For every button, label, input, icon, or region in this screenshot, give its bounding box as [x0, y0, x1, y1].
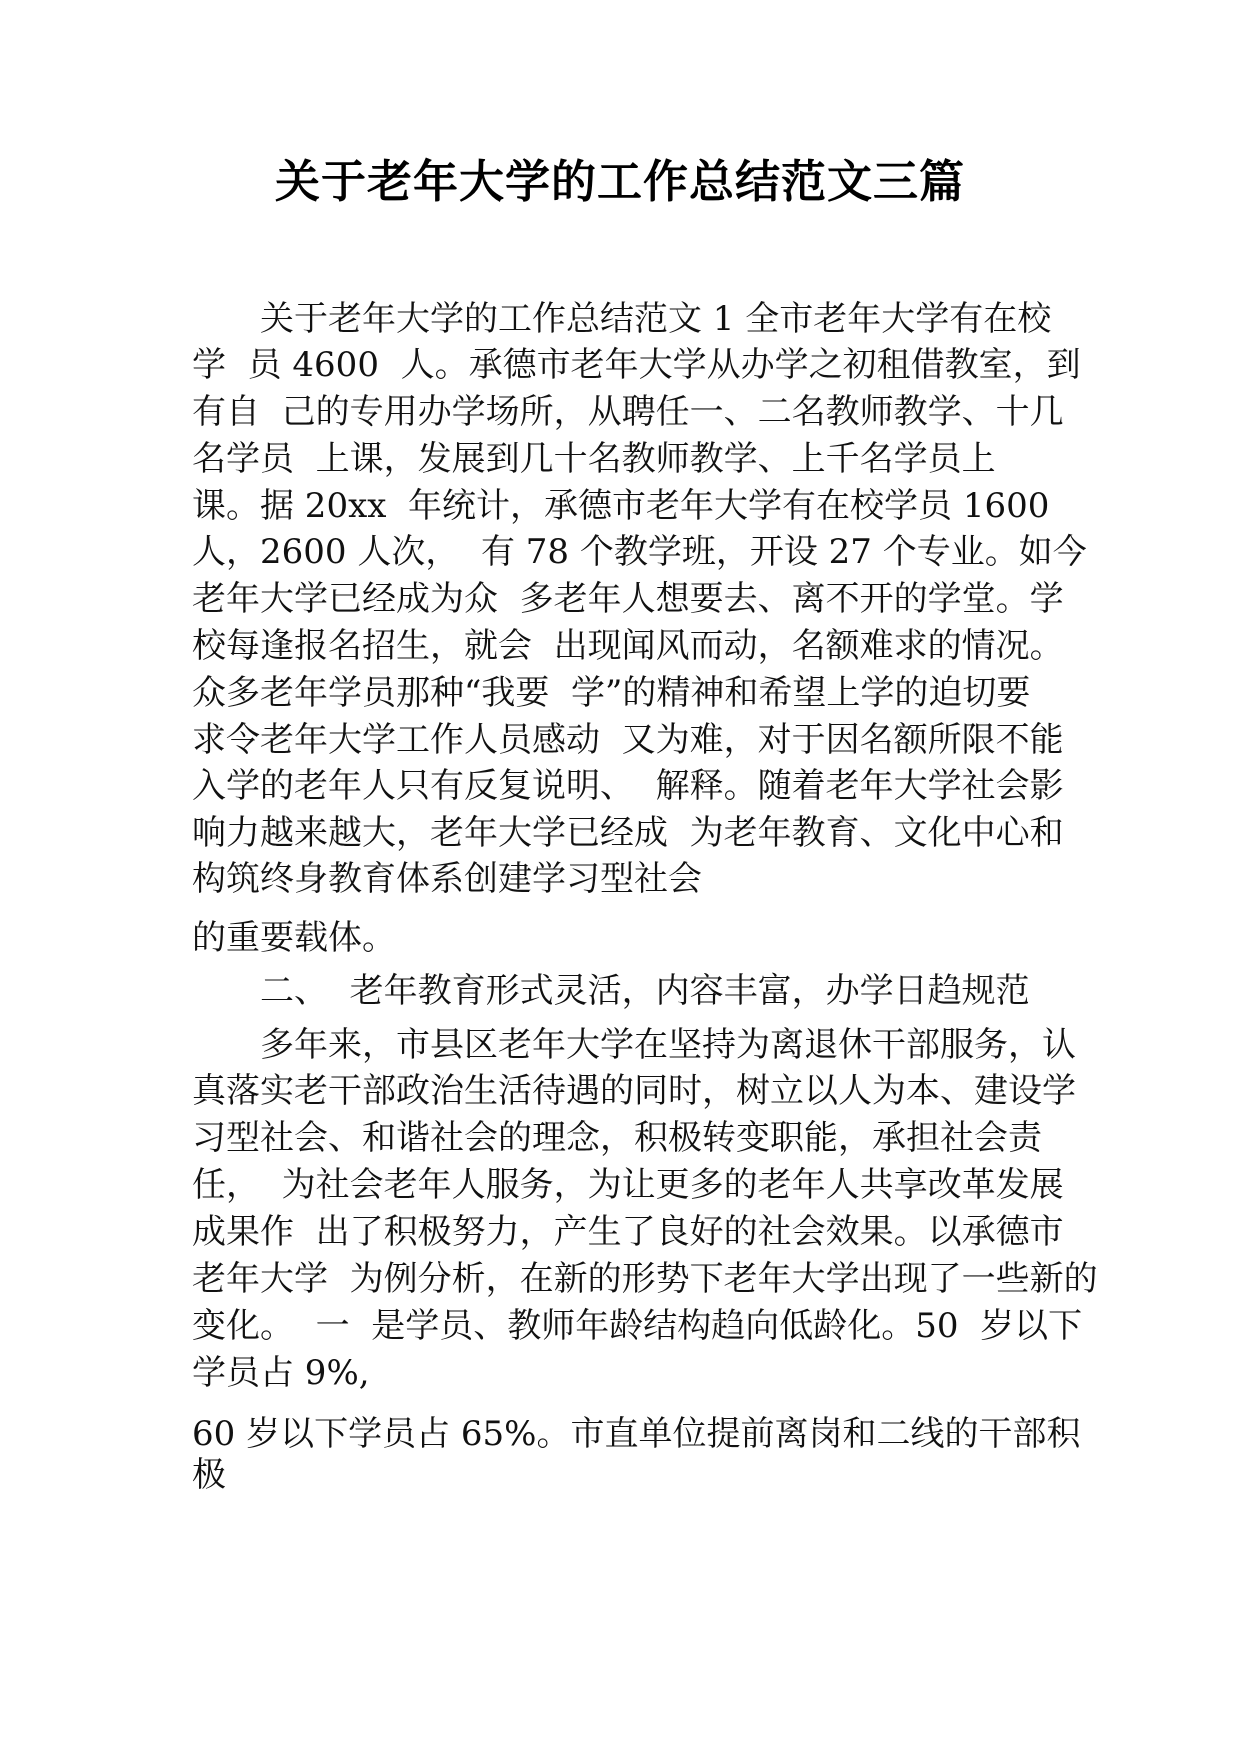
paragraph-1-line-10: 求令老年大学工作人员感动 又为难，对于因名额所限不能 — [192, 720, 1064, 760]
paragraph-3-line-4: 任， 为社会老年人服务，为让更多的老年人共享改革发展 — [192, 1165, 1064, 1205]
paragraph-3-line-5: 成果作 出了积极努力，产生了良好的社会效果。以承德市 — [192, 1212, 1064, 1252]
paragraph-1-line-7: 老年大学已经成为众 多老年人想要去、离不开的学堂。学 — [192, 579, 1064, 619]
paragraph-1-line-6: 人，2600 人次， 有 78 个教学班，开设 27 个专业。如今 — [192, 532, 1087, 572]
paragraph-1-line-8: 校每逢报名招生，就会 出现闻风而动，名额难求的情况。 — [192, 626, 1064, 666]
paragraph-4-line-1: 60 岁以下学员占 65%。市直单位提前离岗和二线的干部积 — [192, 1414, 1081, 1454]
section-heading-2: 二、 老年教育形式灵活，内容丰富，办学日趋规范 — [192, 971, 1030, 1011]
paragraph-3-line-3: 习型社会、和谐社会的理念，积极转变职能，承担社会责 — [192, 1118, 1042, 1158]
document-title: 关于老年大学的工作总结范文三篇 — [274, 155, 965, 208]
paragraph-1-line-1: 关于老年大学的工作总结范文 1 全市老年大学有在校 — [192, 299, 1052, 339]
paragraph-1-line-13: 构筑终身教育体系创建学习型社会 — [192, 859, 702, 899]
paragraph-1-line-2: 学 员 4600 人。承德市老年大学从办学之初租借教室，到 — [192, 345, 1081, 385]
paragraph-1-line-12: 响力越来越大，老年大学已经成 为老年教育、文化中心和 — [192, 813, 1064, 853]
paragraph-3-line-1: 多年来，市县区老年大学在坚持为离退休干部服务，认 — [192, 1025, 1076, 1065]
paragraph-4-line-2: 极 — [192, 1455, 226, 1495]
paragraph-2-line-1: 的重要载体。 — [192, 918, 396, 958]
paragraph-1-line-4: 名学员 上课，发展到几十名教师教学、上千名学员上 — [192, 439, 996, 479]
paragraph-1-line-9: 众多老年学员那种“我要 学”的精神和希望上学的迫切要 — [192, 673, 1031, 713]
paragraph-1-line-5: 课。据 20xx 年统计，承德市老年大学有在校学员 1600 — [192, 486, 1050, 526]
paragraph-3-line-8: 学员占 9%, — [192, 1353, 370, 1393]
paragraph-1-line-3: 有自 己的专用办学场所，从聘任一、二名教师教学、十几 — [192, 392, 1064, 432]
paragraph-3-line-6: 老年大学 为例分析，在新的形势下老年大学出现了一些新的 — [192, 1259, 1098, 1299]
paragraph-3-line-2: 真落实老干部政治生活待遇的同时，树立以人为本、建设学 — [192, 1071, 1076, 1111]
paragraph-1-line-11: 入学的老年人只有反复说明、 解释。随着老年大学社会影 — [192, 766, 1064, 806]
paragraph-3-line-7: 变化。 一 是学员、教师年龄结构趋向低龄化。50 岁以下 — [192, 1306, 1083, 1346]
